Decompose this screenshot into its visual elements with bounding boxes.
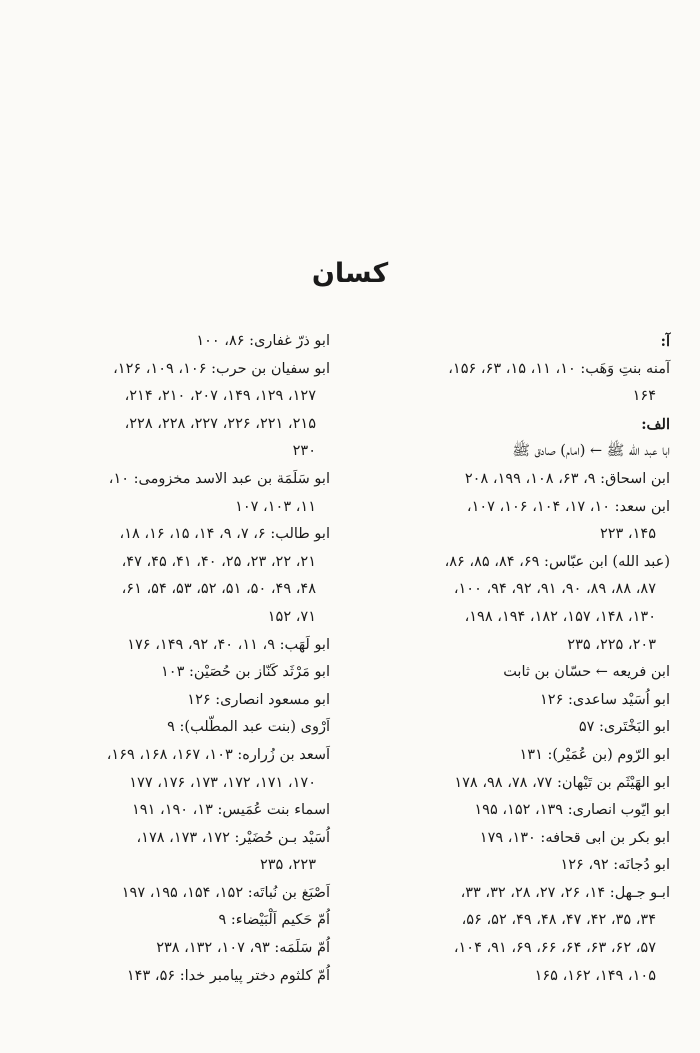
index-entry: ابو ايّوب انصارى: ۱۳۹، ۱۵۲، ۱۹۵ (474, 802, 670, 819)
index-entry: ابن فريعه ← حسّان بن ثابت (503, 664, 670, 681)
index-entry: ابو سَلَمَة بن عبد الاسد مخزومى: ۱۰، (108, 470, 330, 487)
index-entry: ابو طالب: ۶، ۷، ۹، ۱۴، ۱۵، ۱۶، ۱۸، (119, 526, 330, 543)
index-entry-continuation: ۷۱، ۱۵۲ (267, 608, 316, 625)
index-entry-continuation: ۳۴، ۳۵، ۴۲، ۴۷، ۴۸، ۴۹، ۵۲، ۵۶، (461, 912, 656, 929)
index-column-left (30, 328, 330, 990)
index-entry: ابن سعد: ۱۰، ۱۷، ۱۰۴، ۱۰۶، ۱۰۷، (466, 498, 670, 515)
index-entry-continuation: ۱۱، ۱۰۳، ۱۰۷ (235, 498, 316, 515)
index-entry: ابو الهَيْثَم بن تَيْهان: ۷۷، ۷۸، ۹۸، ۱۷۸ (454, 774, 670, 791)
index-entry: (عبد الله) ابن عبّاس: ۶۹، ۸۴، ۸۵، ۸۶، (444, 553, 670, 570)
index-entry: اسماء بنت عُمَيس: ۱۳، ۱۹۰، ۱۹۱ (132, 802, 330, 819)
index-entry: ابو الرّوم (بن عُمَيْر): ۱۳۱ (519, 746, 670, 763)
index-entry: ابو سفيان بن حرب: ۱۰۶، ۱۰۹، ۱۲۶، (113, 360, 330, 377)
index-column-right (370, 328, 670, 990)
index-entry-continuation: ۲۰۳، ۲۲۵، ۲۳۵ (567, 636, 656, 653)
index-entry: ابو مَرْثَد كَنّاز بن حُصَيْن: ۱۰۳ (161, 664, 330, 681)
index-entry: اَسعد بن زُراره: ۱۰۳، ۱۶۷، ۱۶۸، ۱۶۹، (106, 746, 330, 763)
index-entry: ابو لَهَب: ۹، ۱۱، ۴۰، ۹۲، ۱۴۹، ۱۷۶ (127, 636, 330, 653)
index-entry-continuation: ۲۳۰ (292, 443, 316, 460)
section-letter-heading: الف: (641, 415, 670, 433)
index-entry: آمنه بنتِ وَهَب: ۱۰، ۱۱، ۱۵، ۶۳، ۱۵۶، (448, 360, 670, 377)
index-entry-continuation: ۱۲۷، ۱۲۹، ۱۴۹، ۲۰۷، ۲۱۰، ۲۱۴، (124, 388, 316, 405)
index-entry-continuation: ۱۶۴ (632, 388, 656, 405)
index-entry: اَرْوى (بنت عبد المطّلب): ۹ (167, 719, 330, 736)
index-entry: اُمّ سَلَمَه: ۹۳، ۱۰۷، ۱۳۲، ۲۳۸ (156, 940, 330, 957)
index-entry: اُمّ كلثوم دختر پيامبر خدا: ۵۶، ۱۴۳ (126, 967, 330, 984)
index-entry-continuation: ۲۲۳، ۲۳۵ (259, 857, 316, 874)
index-entry: ابو اُسَيْد ساعدى: ۱۲۶ (540, 691, 670, 708)
index-entry-continuation: ۵۷، ۶۲، ۶۳، ۶۴، ۶۶، ۶۹، ۹۱، ۱۰۴، (453, 940, 656, 957)
index-entry-continuation: ۱۰۵، ۱۴۹، ۱۶۲، ۱۶۵ (534, 967, 656, 984)
index-entry-continuation: ۲۱۵، ۲۲۱، ۲۲۶، ۲۲۷، ۲۲۸، ۲۲۸، (124, 415, 316, 432)
index-entry: ابو بكر بن ابى قحافه: ۱۳۰، ۱۷۹ (479, 829, 670, 846)
index-entry-continuation: ۴۸، ۴۹، ۵۰، ۵۱، ۵۲، ۵۳، ۵۴، ۶۱، (121, 581, 316, 598)
index-entry-continuation: ۲۱، ۲۲، ۲۳، ۲۵، ۴۰، ۴۱، ۴۵، ۴۷، (121, 553, 316, 570)
page-title: کسان (311, 258, 389, 289)
index-entry: ابو ذرّ غفارى: ۸۶، ۱۰۰ (196, 333, 330, 349)
index-entry: اُسَيْد بـن حُضَيْر: ۱۷۲، ۱۷۳، ۱۷۸، (136, 829, 330, 846)
index-entry: ابـو جـهل: ۱۴، ۲۶، ۲۷، ۲۸، ۳۲، ۳۳، (460, 884, 670, 901)
index-entry-continuation: ۱۴۵، ۲۲۳ (599, 526, 656, 543)
index-entry-continuation: ۱۳۰، ۱۴۸، ۱۵۷، ۱۸۲، ۱۹۴، ۱۹۸، (464, 608, 656, 625)
index-entry: اُمّ حَكيم اَلْبَيْضاء: ۹ (218, 912, 330, 929)
index-entry-continuation: ۱۷۰، ۱۷۱، ۱۷۲، ۱۷۳، ۱۷۶، ۱۷۷ (129, 774, 316, 791)
index-entry: ابا عبد الله ﷺ ← (امام) صادق ﷺ (512, 443, 670, 460)
index-entry-continuation: ۸۷، ۸۸، ۸۹، ۹۰، ۹۱، ۹۲، ۹۴، ۱۰۰، (453, 581, 656, 598)
section-letter-heading: آ: (660, 333, 670, 350)
index-entry: ابو مسعود انصارى: ۱۲۶ (187, 691, 330, 708)
index-entry: اَصْبَغ بن نُباتَه: ۱۵۲، ۱۵۴، ۱۹۵، ۱۹۷ (121, 884, 330, 901)
index-entry: ابو دُجانَه: ۹۲، ۱۲۶ (560, 857, 670, 874)
index-entry: ابو البَخْتَرى: ۵۷ (578, 719, 670, 736)
index-entry: ابن اسحاق: ۹، ۶۳، ۱۰۸، ۱۹۹، ۲۰۸ (464, 470, 670, 487)
